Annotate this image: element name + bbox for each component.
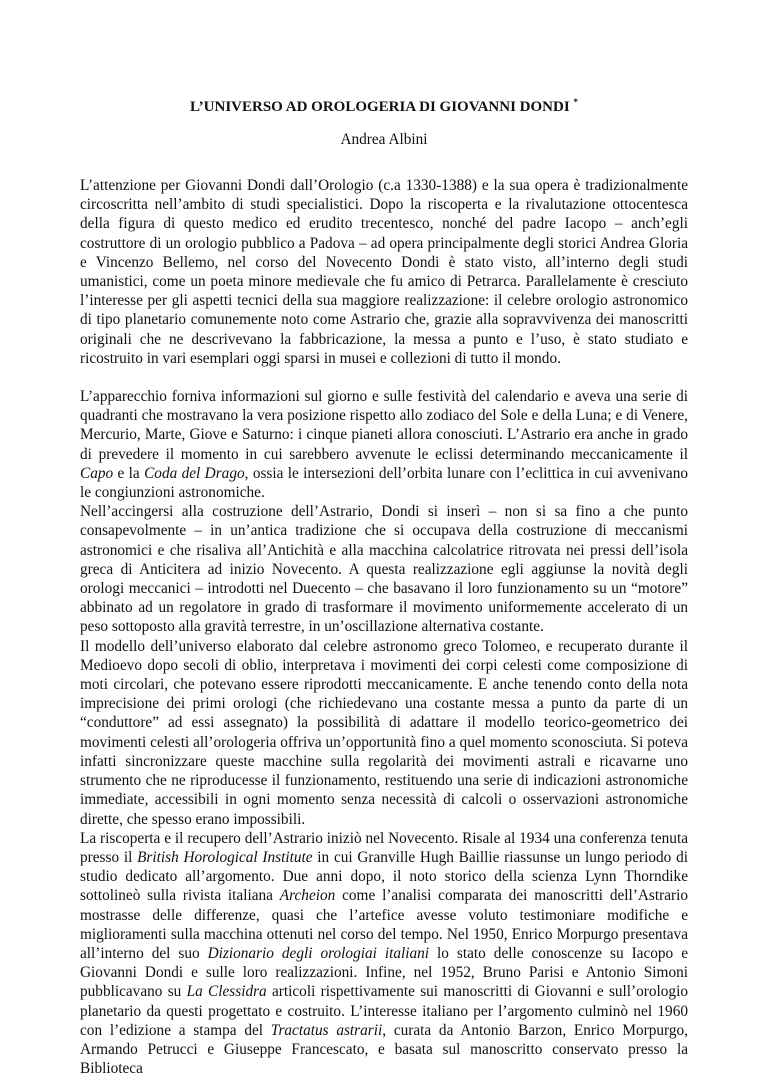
italic-text-run: Coda del Drago (144, 464, 245, 482)
text-run: L’apparecchio forniva informazioni sul giorno e sulle festività del calendario e aveva una serie di quadranti che mostravano la vera posizione rispetto allo zodiaco del Sole e della Luna; e di Venere, Mercurio, Marte, Giove e Saturno: i cinque pianeti allora conosciuti. L’Astrario era anche in grado di prevedere il momento in cui sarebbero avvenute le eclissi determinando meccanicamente il (80, 388, 688, 463)
text-run: La riscoperta e il recupero dell’Astrario iniziò nel Novecento. Risale al 1934 una conferenza tenuta presso il (80, 829, 688, 866)
paragraph-3 (80, 502, 688, 636)
footnote-marker: * (573, 97, 578, 107)
text-run: come l’analisi comparata dei manoscritti dell’Astrario mostrasse delle differenze, quasi che l’artefice avesse voluto testimoniare modifiche e miglioramenti sulla macchina ottenuti nel corso del tempo. Nel 1950, Enrico Morpurgo presentava all’interno del suo (80, 887, 688, 962)
author-name: Andrea Albini (340, 131, 428, 148)
text-run: in cui Granville Hugh Baillie riassunse un lungo periodo di studio dedicato all’argomento. Due anni dopo, il noto storico della scienza Lynn Thorndike sottolineò sulla rivista italiana (80, 848, 688, 905)
text-run: e la (113, 464, 145, 482)
text-run: articoli rispettivamente sui manoscritti di Giovanni e sull’orologio planetario da questi progettato e costruito. L’interesse italiano per l’argomento culminò nel 1960 con l’edizione a stampa del (80, 983, 688, 1039)
text-run: L’attenzione per Giovanni Dondi dall’Orologio (c.a 1330-1388) e la sua opera è tradizionalmente circoscritta nell’ambito di studi specialistici. Dopo la riscoperta e la rivalutazione ottocentesca della figura di questo medico ed erudito trecentesco, nonché del padre Iacopo – anch’egli costruttore di un orologio pubblico a Padova – ad opera principalmente degli storici Andrea Gloria e Vincenzo Bellemo, nel corso del Novecento Dondi è stato visto, all’interno degli studi umanistici, come un poeta minore medievale che fu amico di Petrarca. Parallelamente è cresciuto l’interesse per gli aspetti tecnici della sua maggiore realizzazione: il celebre orologio astronomico di tipo planetario comunemente noto come Astrario che, grazie alla sopravvivenza dei manoscritti originali che ne descrivevano la fabbricazione, la messa a punto e l’uso, è stato studiato e ricostruito in vari esemplari oggi sparsi in musei e collezioni di tutto il mondo. (80, 177, 688, 367)
paragraph-2 (80, 387, 688, 502)
article-title (80, 93, 688, 117)
paragraph-1 (80, 176, 688, 368)
italic-text-run: Dizionario degli orologiai italiani (207, 944, 430, 962)
paragraph-4 (80, 637, 688, 829)
text-run: , curata da Antonio Barzon, Enrico Morpurgo, Armando Petrucci e Giuseppe Francescato, e basata sul manoscritto conservato presso la Biblioteca (80, 1021, 688, 1078)
paragraph-5 (80, 829, 688, 1078)
title-text: L’UNIVERSO AD OROLOGERIA DI GIOVANNI DONDI (190, 99, 570, 115)
italic-text-run: British Horological Institute (137, 848, 313, 866)
article-body (80, 176, 688, 1078)
text-run: Il modello dell’universo elaborato dal celebre astronomo greco Tolomeo, e recuperato durante il Medioevo dopo secoli di oblio, interpretava i movimenti dei corpi celesti come composizione di moti circolari, che potevano essere riprodotti meccanicamente. E anche tenendo conto della nota imprecisione dei primi orologi (che richiedevano una costante messa a punto da parte di un “conduttore” ad essi assegnato) la possibilità di adattare il modello teorico-geometrico dei movimenti celesti all’orologeria offriva un’opportunità fino a quel momento sconosciuta. Si poteva infatti sincronizzare queste macchine sulla regolarità dei movimenti astrali e ricavarne uno strumento che ne riproducesse il funzionamento, restituendo una serie di indicazioni astronomiche immediate, accessibili in ogni momento senza necessità di calcoli o osservazioni astronomiche dirette, che spesso erano impossibili. (80, 637, 688, 828)
italic-text-run: Tractatus astrarii (270, 1021, 383, 1039)
italic-text-run: Capo (80, 464, 114, 482)
text-run: Nell’accingersi alla costruzione dell’Astrario, Dondi si inserì – non si sa fino a che punto consapevolmente – in un’antica tradizione che si occupava della costruzione di meccanismi astronomici e che risaliva all’Antichità e alla macchina calcolatrice ritrovata nei pressi dell’isola greca di Anticitera ad inizio Novecento. A questa realizzazione egli aggiunse la novità degli orologi meccanici – introdotti nel Duecento – che basavano il loro funzionamento su un “motore” abbinato ad un regolatore in grado di trasformare il movimento uniformemente accelerato di un peso sottoposto alla gravità terrestre, in un’oscillazione alternativa costante. (80, 503, 688, 636)
italic-text-run: La Clessidra (186, 983, 267, 1001)
text-run: , ossia le intersezioni dell’orbita lunare con l’eclittica in cui avvenivano le congiunzioni astronomiche. (80, 464, 688, 502)
italic-text-run: Archeion (279, 887, 336, 905)
text-run: lo stato delle conoscenze su Iacopo e Giovanni Dondi e sulle loro realizzazioni. Infine, nel 1952, Bruno Parisi e Antonio Simoni pubblicavano su (80, 944, 688, 1001)
